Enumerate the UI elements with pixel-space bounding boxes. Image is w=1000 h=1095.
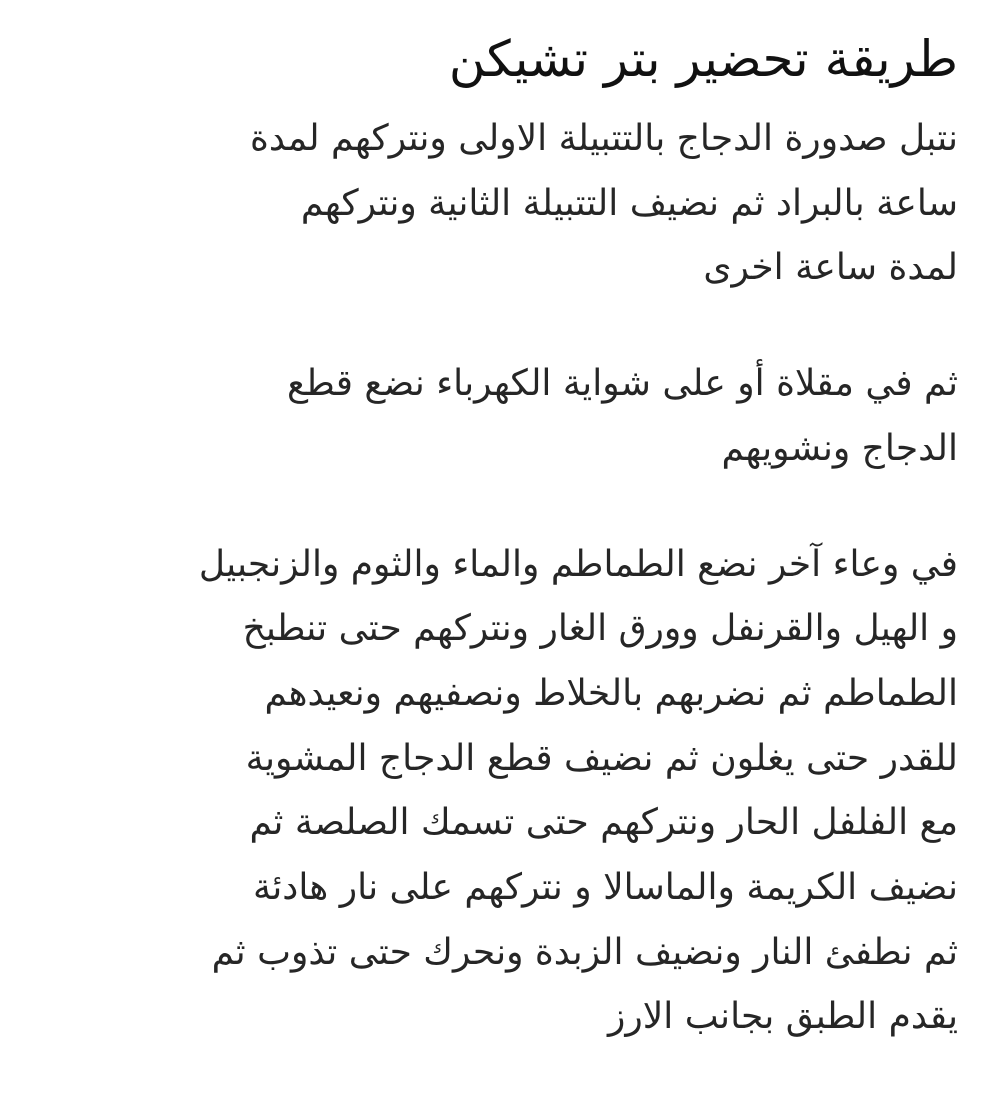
paragraph-line: يقدم الطبق بجانب الارز [607, 996, 958, 1038]
paragraph-line: و الهيل والقرنفل وورق الغار ونتركهم حتى تنطبخ [242, 608, 958, 650]
paragraph-line: لمدة ساعة اخرى [703, 247, 958, 289]
recipe-title: طريقة تحضير بتر تشيكن [448, 30, 958, 88]
paragraph-line: الدجاج ونشويهم [721, 427, 958, 469]
paragraph-line: نتبل صدورة الدجاج بالتتبيلة الاولى ونتركهم لمدة [250, 118, 958, 159]
paragraph-line: للقدر حتى يغلون ثم نضيف قطع الدجاج المشوية [245, 737, 958, 779]
paragraph-marinate [28, 107, 958, 301]
paragraph-line: ثم نطفئ النار ونضيف الزبدة ونحرك حتى تذوب ثم [211, 931, 958, 973]
paragraph-line: نضيف الكريمة والماسالا و نتركهم على نار هادئة [252, 867, 958, 909]
paragraph-line: ساعة بالبراد ثم نضيف التتبيلة الثانية ونتركهم [300, 182, 958, 224]
paragraph-line: الطماطم ثم نضربهم بالخلاط ونصفيهم ونعيدهم [264, 672, 958, 714]
paragraph-grill [28, 352, 958, 481]
paragraph-sauce [28, 533, 958, 1051]
paragraph-line: في وعاء آخر نضع الطماطم والماء والثوم والزنجبيل [198, 543, 958, 585]
paragraph-line: ثم في مقلاة أو على شواية الكهرباء نضع قطع [287, 363, 958, 405]
recipe-article [28, 22, 958, 1050]
paragraph-line: مع الفلفل الحار ونتركهم حتى تسمك الصلصة ثم [249, 802, 958, 844]
